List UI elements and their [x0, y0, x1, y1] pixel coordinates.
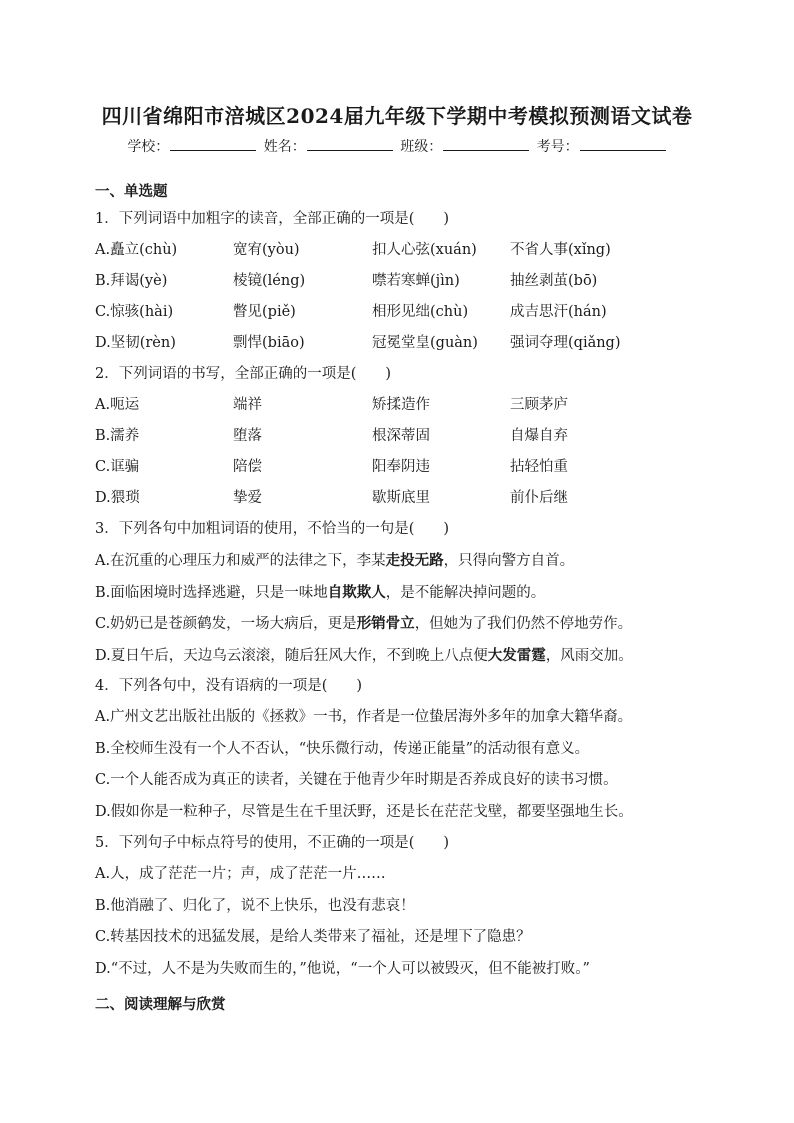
option-cell: B.拜谒(yè) — [95, 273, 168, 289]
option-cell: 冠冕堂皇(guàn) — [372, 335, 478, 351]
option-cell: 挚爱 — [233, 490, 262, 506]
question-5-option-a: A.人，成了茫茫一片；声，成了茫茫一片…… — [95, 866, 386, 882]
exam-title: 四川省绵阳市涪城区2024届九年级下学期中考模拟预测语文试卷 — [101, 104, 693, 128]
question-2-option-d — [95, 483, 715, 514]
exam-content — [95, 180, 715, 1017]
option-cell: D.坚韧(rèn) — [95, 335, 176, 351]
student-info-line — [0, 136, 794, 156]
question-4-option-c: C.一个人能否成为真正的读者，关键在于他青少年时期是否养成良好的读书习惯。 — [95, 772, 618, 788]
option-text: C.奶奶已是苍颜鹤发，一场大病后，更是 — [95, 616, 357, 632]
option-cell: 自爆自弃 — [510, 428, 568, 444]
bold-term: 形销骨立 — [356, 615, 415, 632]
question-3-stem: 3．下列各句中加粗词语的使用，不恰当的一句是( ) — [95, 521, 450, 537]
option-cell: 噤若寒蝉(jìn) — [372, 273, 460, 289]
option-text: ，风雨交加。 — [545, 647, 633, 664]
option-cell: 矫揉造作 — [372, 397, 430, 413]
option-cell: 剽悍(biāo) — [233, 335, 305, 351]
question-5-option-d: D.“不过，人不是为失败而生的，”他说，“一个人可以被毁灭，但不能被打败。” — [95, 960, 590, 977]
option-cell: B.濡养 — [95, 428, 140, 444]
option-text: ，是不能解决掉问题的。 — [385, 584, 546, 601]
question-3-option-a — [95, 545, 715, 577]
option-cell: 强词夺理(qiǎng) — [510, 335, 621, 351]
question-3-option-c — [95, 608, 715, 640]
question-5-option-c: C.转基因技术的迅猛发展，是给人类带来了福祉，还是埋下了隐患？ — [95, 929, 531, 945]
class-blank — [443, 138, 529, 151]
option-cell: 歇斯底里 — [372, 490, 430, 506]
question-2-stem: 2．下列词语的书写，全部正确的一项是( ) — [95, 366, 392, 382]
question-3-option-d — [95, 640, 715, 672]
question-1-option-c — [95, 297, 715, 328]
bold-term: 大发雷霆 — [487, 646, 546, 664]
question-2-option-c — [95, 452, 715, 483]
option-cell: C.惊骇(hài) — [95, 304, 174, 320]
question-5-option-b: B.他消融了、归化了，说不上快乐，也没有悲哀！ — [95, 897, 415, 914]
option-cell: 拈轻怕重 — [510, 459, 568, 475]
question-4-option-a: A.广州文艺出版社出版的《拯救》一书，作者是一位蛰居海外多年的加拿大籍华裔。 — [95, 709, 633, 725]
option-cell: 棱镜(léng) — [233, 273, 306, 289]
option-cell: 相形见绌(chù) — [372, 304, 469, 320]
school-label: 学校： — [127, 139, 170, 155]
option-text: ，但她为了我们仍然不停地劳作。 — [414, 616, 633, 632]
option-cell: 阳奉阴违 — [372, 459, 430, 475]
question-2-option-a — [95, 390, 715, 421]
number-blank — [580, 138, 666, 151]
bold-term: 走投无路 — [385, 552, 444, 569]
option-text: ，只得向警方自首。 — [443, 553, 575, 569]
option-cell: A.矗立(chù) — [95, 242, 178, 258]
option-text: B.面临困境时选择逃避，只是一味地 — [95, 584, 328, 601]
option-text: A.在沉重的心理压力和威严的法律之下，李某 — [95, 553, 386, 569]
option-cell: 三顾茅庐 — [510, 397, 568, 413]
question-3-option-b — [95, 577, 715, 609]
question-4-option-d: D.假如你是一粒种子，尽管是生在千里沃野，还是长在茫茫戈壁，都要坚强地生长。 — [95, 803, 633, 820]
question-2-option-b — [95, 421, 715, 452]
option-cell: 堕落 — [233, 428, 262, 444]
question-1-option-b — [95, 266, 715, 297]
option-cell: 成吉思汗(hán) — [510, 304, 607, 320]
option-cell: 根深蒂固 — [372, 428, 430, 444]
name-blank — [307, 138, 393, 151]
question-4-stem: 4．下列各句中，没有语病的一项是( ) — [95, 678, 363, 694]
option-cell: 扣人心弦(xuán) — [372, 242, 477, 258]
name-label: 姓名： — [263, 139, 306, 155]
class-label: 班级： — [400, 139, 443, 155]
option-cell: 瞥见(piě) — [233, 304, 296, 320]
number-label: 考号： — [536, 139, 579, 155]
option-cell: D.猥琐 — [95, 490, 140, 506]
option-cell: C.诓骗 — [95, 459, 140, 475]
option-cell: 抽丝剥茧(bō) — [510, 273, 598, 289]
option-cell: 陪偿 — [233, 459, 262, 475]
section-heading-single-choice: 一、单选题 — [95, 183, 168, 200]
question-1-option-a — [95, 235, 715, 266]
option-cell: 不省人事(xǐng) — [510, 242, 611, 258]
school-blank — [170, 138, 256, 151]
option-cell: A.呃运 — [95, 397, 140, 413]
question-5-stem: 5．下列句子中标点符号的使用，不正确的一项是( ) — [95, 835, 450, 851]
section-heading-reading: 二、阅读理解与欣赏 — [95, 996, 226, 1013]
question-1-option-d — [95, 328, 715, 359]
option-cell: 宽宥(yòu) — [233, 242, 300, 258]
option-text: D.夏日午后，天边乌云滚滚，随后狂风大作，不到晚上八点便 — [95, 647, 488, 664]
question-1-stem: 1．下列词语中加粗字的读音，全部正确的一项是( ) — [95, 211, 450, 227]
question-4-option-b: B.全校师生没有一个人不否认，“快乐微行动，传递正能量”的活动很有意义。 — [95, 740, 590, 757]
bold-term: 自欺欺人 — [327, 583, 386, 601]
option-cell: 前仆后继 — [510, 490, 568, 506]
option-cell: 端祥 — [233, 397, 262, 413]
